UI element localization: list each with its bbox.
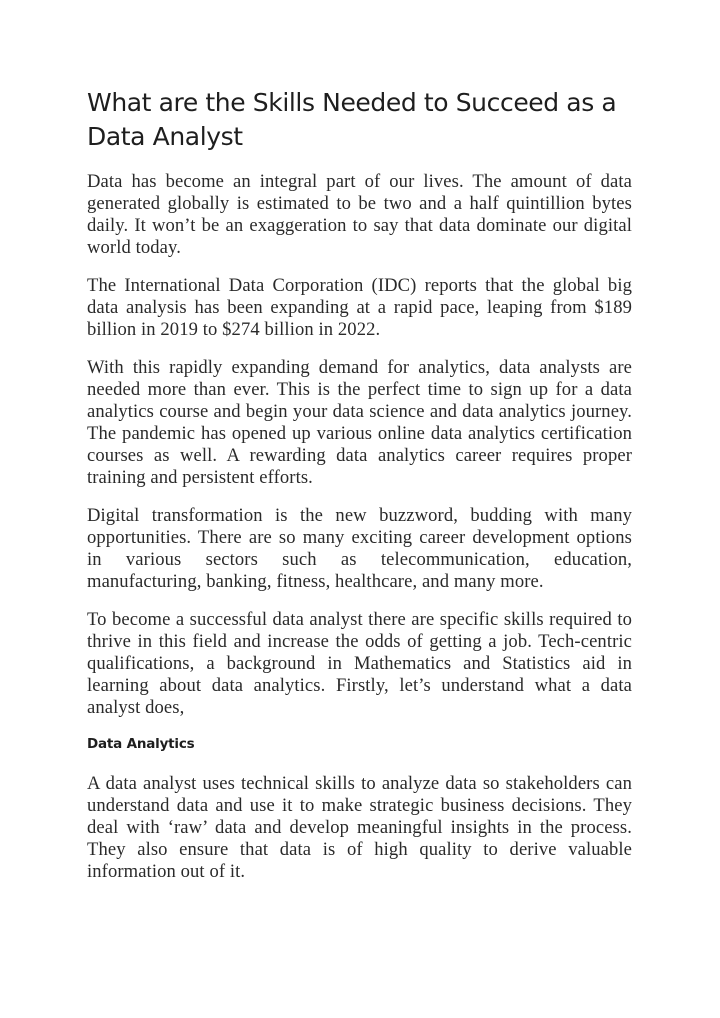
paragraph-demand: With this rapidly expanding demand for analytics, data analysts are needed more than ever. This is the perfect time to sign up for a data analytics course and begin your data science and data analytics journey. The pandemic has opened up various online data analytics certification courses as well. A rewarding data analytics career requires proper training and persistent efforts. — [87, 357, 632, 488]
document-title: What are the Skills Needed to Succeed as a Data Analyst — [87, 88, 617, 151]
section-heading-data-analytics: Data Analytics — [87, 736, 195, 752]
paragraph-idc-report: The International Data Corporation (IDC) reports that the global big data analysis has been expanding at a rapid pace, leaping from $189 billion in 2019 to $274 billion in 2022. — [87, 275, 632, 340]
paragraph-data-intro: Data has become an integral part of our lives. The amount of data generated globally is estimated to be two and a half quintillion bytes daily. It won’t be an exaggeration to say that data dominate our digital world today. — [87, 171, 632, 258]
paragraph-skills: To become a successful data analyst there are specific skills required to thrive in this field and increase the odds of getting a job. Tech-centric qualifications, a background in Mathematics and Statistics aid in learning about data analytics. Firstly, let’s understand what a data analyst does, — [87, 609, 632, 718]
document-page — [87, 86, 632, 899]
paragraph-digital-transformation: Digital transformation is the new buzzword, budding with many opportunities. There are so many exciting career development options in various sectors such as telecommunication, education, manufacturing, banking, fitness, healthcare, and many more. — [87, 505, 632, 592]
paragraph-analyst-role: A data analyst uses technical skills to analyze data so stakeholders can understand data and use it to make strategic business decisions. They deal with ‘raw’ data and develop meaningful insights in the process. They also ensure that data is of high quality to derive valuable information out of it. — [87, 773, 632, 882]
